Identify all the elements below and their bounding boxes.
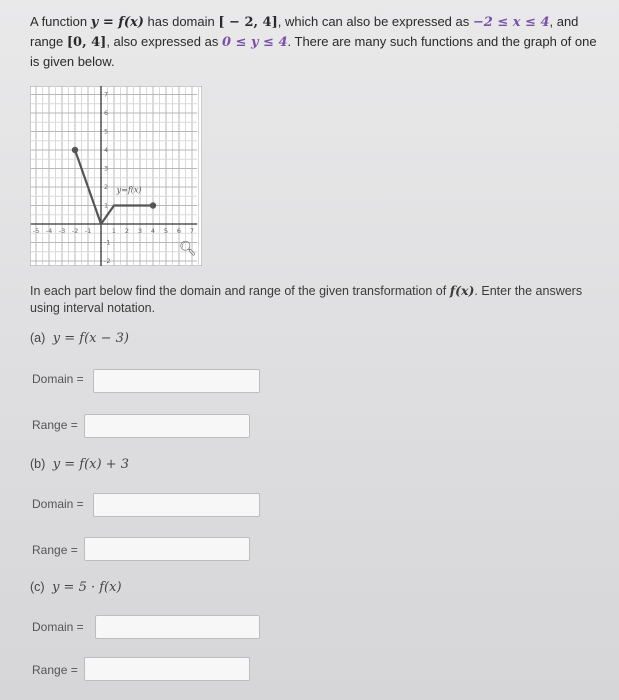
instructions: [30, 282, 590, 317]
y-tick-label: 2: [104, 183, 109, 191]
graph-canvas: [30, 86, 202, 266]
part-c-range-label: Range =: [32, 663, 78, 677]
x-tick-label: -3: [58, 227, 66, 235]
part-b-range-label: Range =: [32, 543, 78, 557]
intro-text-6: . There are many such functions and the graph of one is given below.: [30, 34, 597, 69]
function-definition: y = f(x): [90, 15, 144, 30]
part-c-label: [30, 580, 122, 595]
part-a-expression: y = f(x − 3): [52, 331, 129, 346]
endpoint-dot: [150, 202, 156, 208]
part-a-domain-input[interactable]: [93, 369, 260, 393]
part-b-domain-input[interactable]: [93, 493, 260, 517]
x-tick-label: 4: [150, 227, 156, 235]
y-tick-label: 5: [104, 127, 109, 136]
y-tick-label: 6: [104, 109, 109, 117]
endpoint-dot: [72, 147, 78, 153]
domain-inequality: −2 ≤ x ≤ 4: [472, 15, 550, 30]
range-interval: [0, 4]: [66, 35, 107, 50]
part-c-domain-label: Domain =: [32, 620, 84, 634]
zoom-icon[interactable]: 🔍︎: [179, 240, 197, 256]
y-tick-label: 4: [104, 146, 109, 154]
y-tick-label: -2: [104, 257, 111, 265]
instructions-text-2: . Enter the answers using interval notation.: [30, 284, 583, 315]
y-tick-label: 3: [104, 164, 109, 173]
y-tick-label: 1: [104, 201, 109, 210]
x-tick-label: -5: [32, 227, 40, 235]
part-b-letter: (b): [30, 457, 46, 471]
intro-text-3: , which can also be expressed as: [277, 14, 470, 29]
domain-interval: [ − 2, 4]: [218, 15, 278, 30]
intro-text-5: , also expressed as: [106, 34, 219, 49]
part-a-domain-label: Domain =: [32, 372, 84, 386]
intro-text-1: A function: [30, 14, 88, 29]
x-tick-label: 7: [189, 227, 195, 235]
x-tick-label: 1: [111, 227, 117, 235]
part-c-expression: y = 5 · f(x): [52, 580, 122, 595]
part-c-domain-input[interactable]: [95, 615, 260, 639]
x-tick-label: 5: [163, 227, 169, 235]
x-tick-label: -1: [84, 227, 92, 235]
part-b-label: [30, 457, 129, 472]
part-a-label: [30, 331, 129, 346]
function-graph: [30, 86, 202, 266]
part-a-range-input[interactable]: [84, 414, 250, 438]
problem-intro: [30, 12, 605, 71]
x-tick-label: -4: [45, 227, 53, 235]
part-b-range-input[interactable]: [84, 537, 250, 561]
part-a-letter: (a): [30, 331, 46, 345]
part-b-domain-label: Domain =: [32, 497, 84, 511]
y-tick-label: 7: [104, 90, 109, 99]
x-tick-label: 6: [176, 227, 182, 235]
part-c-range-input[interactable]: [84, 657, 250, 681]
x-tick-label: -2: [71, 227, 79, 235]
part-c-letter: (c): [30, 580, 45, 594]
y-tick-label: -1: [104, 238, 111, 247]
x-tick-label: 2: [124, 227, 130, 235]
intro-text-4: , and range: [30, 14, 579, 49]
instructions-fx: f(x): [449, 283, 475, 298]
part-a-range-label: Range =: [32, 418, 78, 432]
x-tick-label: 3: [137, 227, 143, 235]
intro-text-2: has domain: [147, 14, 215, 29]
instructions-text-1: In each part below find the domain and range of the given transformation of: [30, 284, 447, 298]
part-b-expression: y = f(x) + 3: [52, 457, 129, 472]
curve-label: y=f(x): [116, 185, 142, 195]
range-inequality: 0 ≤ y ≤ 4: [221, 35, 288, 50]
